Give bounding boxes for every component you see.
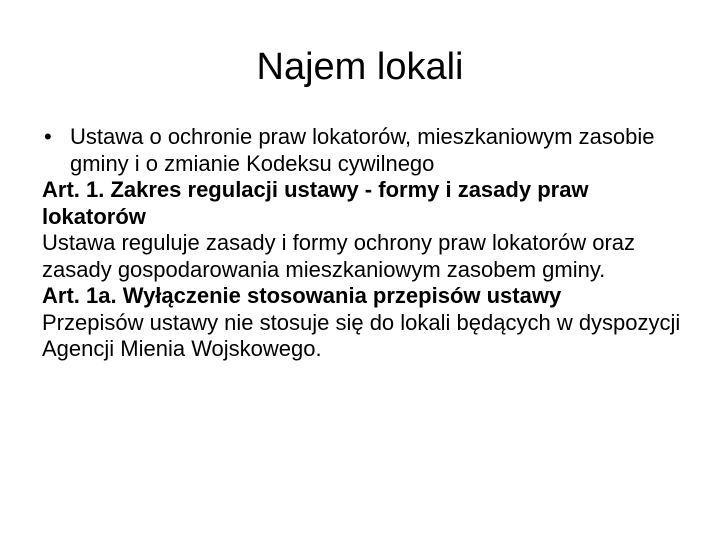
bullet-text: Ustawa o ochronie praw lokatorów, mieszkaniowym zasobie gminy i o zmianie Kodeksu cywilnego: [70, 124, 655, 176]
article-1-body: Ustawa reguluje zasady i formy ochrony praw lokatorów oraz zasady gospodarowania mieszkaniowym zasobem gminy.: [42, 230, 636, 282]
article-1a-body: Przepisów ustawy nie stosuje się do lokali będących w dyspozycji Agencji Mienia Wojskowego.: [42, 309, 681, 361]
bullet-icon: •: [44, 124, 52, 149]
slide-title: Najem lokali: [256, 46, 464, 88]
bullet-item: [42, 124, 682, 177]
slide-content: [42, 124, 682, 363]
article-1a-heading: Art. 1a. Wyłączenie stosowania przepisów ustawy: [42, 283, 562, 308]
article-1-heading: Art. 1. Zakres regulacji ustawy - formy i zasady praw lokatorów: [42, 177, 589, 229]
